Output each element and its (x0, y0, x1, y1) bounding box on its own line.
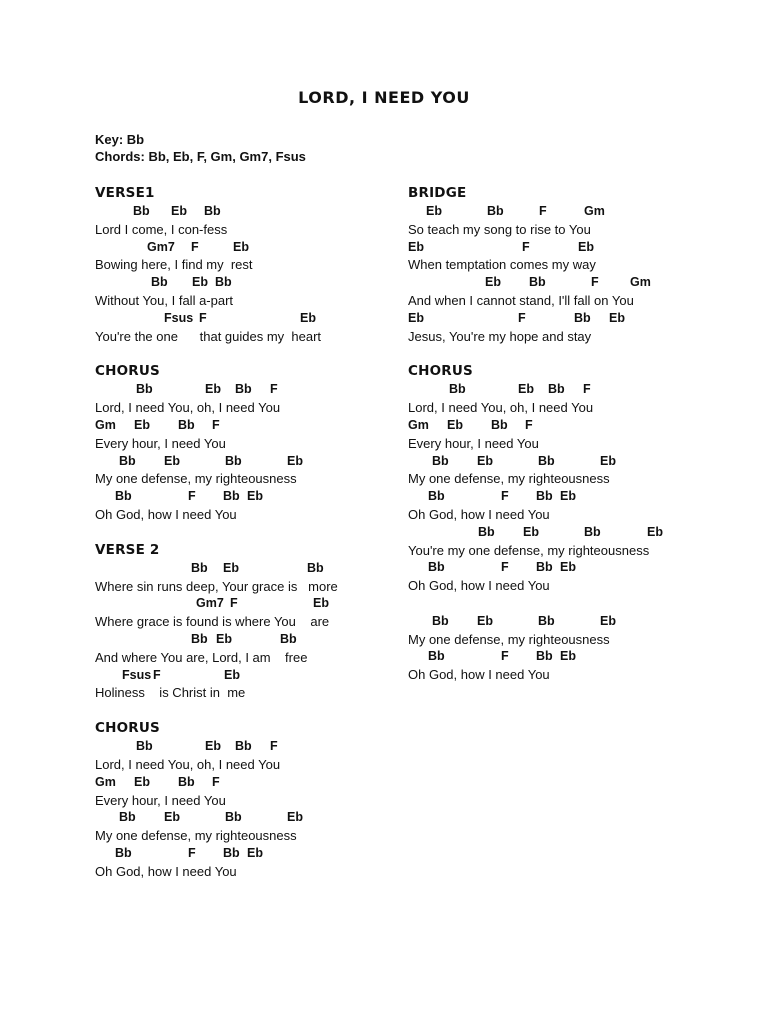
chord-symbol: F (501, 560, 509, 575)
lyric-line (95, 613, 395, 631)
chord-symbol: Gm (95, 774, 116, 789)
lyric-line (95, 256, 395, 274)
section-heading: CHORUS (95, 363, 160, 380)
lyric-text: So teach my song to rise to You (408, 221, 591, 237)
lyric-line (95, 435, 395, 453)
song-section (95, 183, 395, 345)
chord-symbol: Bb (536, 560, 553, 575)
chord-symbol: Bb (115, 845, 132, 860)
chord-symbol: Bb (204, 204, 221, 218)
chord-symbol: F (501, 649, 509, 664)
lyric-text: My one defense, my righteousness (408, 631, 610, 647)
lyric-text: Oh God, how I need You (95, 863, 237, 879)
lyric-line (95, 649, 395, 667)
chord-symbol: Eb (560, 560, 576, 575)
chord-symbol: Eb (216, 631, 232, 646)
song-section (95, 540, 395, 702)
song-section (95, 718, 395, 880)
chord-symbol: Gm (95, 417, 116, 432)
chord-symbol: Bb (223, 845, 240, 860)
lyric-line (408, 221, 708, 239)
chord-symbol: Eb (134, 774, 150, 789)
chord-line (95, 203, 395, 221)
lyric-text: Oh God, how I need You (408, 506, 550, 522)
chord-symbol: Eb (313, 596, 329, 611)
lyric-line (408, 506, 708, 524)
chord-symbol: Bb (574, 310, 591, 325)
section-heading: VERSE1 (95, 185, 155, 201)
chord-symbol: F (230, 596, 238, 611)
chord-line (95, 774, 395, 792)
chord-symbol: Bb (491, 417, 508, 432)
chord-symbol: Bb (191, 631, 208, 646)
chord-symbol: Bb (178, 774, 195, 789)
chord-line (95, 239, 395, 257)
chord-line (408, 524, 708, 542)
chord-symbol: Eb (300, 310, 316, 325)
chord-symbol: Bb (136, 739, 153, 754)
chord-symbol: Bb (115, 489, 132, 504)
chord-symbol: Bb (225, 810, 242, 825)
chord-symbol: Gm (408, 417, 429, 432)
lyric-line (95, 399, 395, 417)
chord-symbol: Eb (247, 489, 263, 504)
chord-line (95, 560, 395, 578)
lyric-text: And when I cannot stand, I'll fall on You (408, 292, 634, 308)
chord-symbol: F (191, 239, 199, 254)
chord-symbol: Eb (647, 524, 663, 539)
chord-symbol: Bb (235, 739, 252, 754)
lyric-text: My one defense, my righteousness (408, 471, 610, 487)
lyric-line (408, 399, 708, 417)
chord-symbol: Bb (432, 453, 449, 468)
chord-symbol: Eb (171, 204, 187, 218)
chord-symbol: Bb (584, 524, 601, 539)
chord-line (408, 239, 708, 257)
chord-symbol: Bb (538, 453, 555, 468)
chord-symbol: F (501, 489, 509, 504)
chord-symbol: Eb (600, 453, 616, 468)
chord-symbol: Bb (428, 489, 445, 504)
chord-symbol: Bb (536, 649, 553, 664)
chord-line (95, 667, 395, 685)
lyric-line (95, 470, 395, 488)
chord-symbol: Eb (287, 453, 303, 468)
chord-symbol: Eb (447, 417, 463, 432)
lyric-line (95, 328, 395, 346)
chord-symbol: Bb (136, 382, 153, 397)
chord-symbol: Bb (548, 382, 565, 397)
lyric-text: Bowing here, I find my rest (95, 257, 253, 273)
section-heading: CHORUS (95, 720, 160, 737)
chord-symbol: F (212, 417, 220, 432)
chord-symbol: Bb (478, 524, 495, 539)
lyric-line (95, 684, 395, 702)
lyric-text: Lord, I need You, oh, I need You (408, 400, 594, 416)
chord-symbol: Eb (192, 275, 208, 290)
lyric-line (95, 578, 395, 596)
chord-symbol: Bb (235, 382, 252, 397)
chord-line (95, 631, 395, 649)
chord-line (408, 203, 708, 221)
chord-symbol: Fsus (164, 310, 194, 325)
chord-symbol: F (518, 310, 526, 325)
lyric-text: Holiness is Christ in me (95, 685, 246, 701)
chord-symbol: Eb (247, 845, 263, 860)
left-column (95, 183, 395, 881)
chord-symbol: Bb (529, 275, 546, 290)
song-title: LORD, I NEED YOU (298, 88, 470, 107)
chord-symbol: F (270, 382, 278, 397)
lyric-line (95, 221, 395, 239)
chord-symbol: F (591, 275, 599, 290)
chord-symbol: Eb (223, 560, 239, 575)
chord-line (95, 738, 395, 756)
lyric-line (408, 577, 708, 595)
chord-symbol: Eb (578, 239, 594, 254)
chord-line (408, 417, 708, 435)
lyric-line (408, 328, 708, 346)
lyric-line (408, 631, 708, 649)
chord-symbol: Eb (485, 275, 501, 290)
lyric-text: My one defense, my righteousness (95, 471, 297, 487)
lyric-line (408, 292, 708, 310)
blank-line (408, 595, 708, 613)
chord-symbol: Eb (426, 204, 442, 218)
chord-line (408, 310, 708, 328)
chord-symbol: Eb (609, 310, 625, 325)
chord-symbol: Bb (487, 204, 504, 218)
lyric-text: When temptation comes my way (408, 257, 596, 273)
chord-symbol: Bb (428, 560, 445, 575)
chord-symbol: F (153, 667, 161, 682)
chord-symbol: Gm7 (147, 239, 175, 254)
lyric-text: Every hour, I need You (408, 435, 539, 451)
lyric-line (408, 256, 708, 274)
chord-symbol: Bb (538, 613, 555, 628)
lyric-text: Without You, I fall a-part (95, 292, 234, 308)
song-section (408, 361, 708, 684)
chord-symbol: Bb (119, 453, 136, 468)
lyric-text: Oh God, how I need You (408, 667, 550, 683)
chord-symbol: Eb (164, 810, 180, 825)
chord-line (408, 648, 708, 666)
chord-symbol: F (270, 739, 278, 754)
chord-symbol: Eb (224, 667, 240, 682)
chord-symbol: Eb (205, 739, 221, 754)
lyric-line (408, 542, 708, 560)
section-heading: VERSE 2 (95, 541, 160, 558)
chord-symbol: Bb (223, 489, 240, 504)
chord-symbol: F (539, 204, 547, 218)
chord-symbol: Eb (518, 382, 534, 397)
chord-line (408, 274, 708, 292)
lyric-text: You're my one defense, my righteousness (408, 542, 650, 558)
chord-symbol: Bb (536, 489, 553, 504)
chord-symbol: Bb (307, 560, 324, 575)
lyric-text: Every hour, I need You (95, 435, 226, 451)
chord-symbol: F (525, 417, 533, 432)
lyric-text: You're the one that guides my heart (95, 328, 322, 344)
chord-line (95, 310, 395, 328)
chord-line (408, 488, 708, 506)
chord-symbol: Gm7 (196, 596, 224, 611)
chord-symbol: Eb (287, 810, 303, 825)
chord-symbol: Bb (191, 560, 208, 575)
chord-symbol: Eb (477, 613, 493, 628)
chord-symbol: Gm (584, 204, 605, 218)
chord-symbol: Bb (428, 649, 445, 664)
chord-symbol: F (199, 310, 207, 325)
lyric-text: Where grace is found is where You are (95, 614, 330, 630)
chord-symbol: Eb (408, 239, 424, 254)
chord-line (95, 453, 395, 471)
chord-line (95, 488, 395, 506)
chord-symbol: Eb (134, 417, 150, 432)
lyric-line (95, 756, 395, 774)
chord-symbol: Eb (523, 524, 539, 539)
chord-symbol: Gm (630, 275, 651, 290)
lyric-text: My one defense, my righteousness (95, 828, 297, 844)
lyric-text: Every hour, I need You (95, 792, 226, 808)
chord-line (95, 381, 395, 399)
chord-symbol: Eb (600, 613, 616, 628)
chord-line (408, 613, 708, 631)
chord-symbol: Eb (408, 310, 424, 325)
lyric-line (408, 435, 708, 453)
song-section (408, 183, 708, 345)
lyric-line (408, 666, 708, 684)
lyric-text: Oh God, how I need You (95, 506, 237, 522)
chord-symbol: F (522, 239, 530, 254)
chord-line (408, 559, 708, 577)
lyric-line (408, 470, 708, 488)
lyric-line (95, 792, 395, 810)
chord-symbol: Eb (477, 453, 493, 468)
chord-symbol: Bb (133, 204, 150, 218)
chord-symbol: Bb (449, 382, 466, 397)
chord-symbol: Eb (560, 489, 576, 504)
chord-symbol: Bb (225, 453, 242, 468)
chord-line (95, 809, 395, 827)
lyric-line (95, 827, 395, 845)
song-chords-list: Chords: Bb, Eb, F, Gm, Gm7, Fsus (95, 149, 306, 164)
chord-symbol: Bb (432, 613, 449, 628)
chord-symbol: F (188, 845, 196, 860)
chord-symbol: Bb (151, 275, 168, 290)
chord-line (408, 453, 708, 471)
lyric-text: Lord, I need You, oh, I need You (95, 756, 281, 772)
chord-line (408, 381, 708, 399)
lyric-line (95, 506, 395, 524)
chord-line (95, 845, 395, 863)
chord-line (95, 417, 395, 435)
lyric-text: Jesus, You're my hope and stay (408, 328, 592, 344)
lyric-line (95, 863, 395, 881)
chord-line (95, 595, 395, 613)
lyric-text: Lord I come, I con-fess (95, 221, 228, 237)
chord-symbol: Bb (215, 275, 232, 290)
chord-symbol: Eb (233, 239, 249, 254)
chord-symbol: F (583, 382, 591, 397)
chord-symbol: Bb (178, 417, 195, 432)
chord-line (95, 274, 395, 292)
lyric-text: Lord, I need You, oh, I need You (95, 400, 281, 416)
chord-symbol: Eb (560, 649, 576, 664)
chord-symbol: F (188, 489, 196, 504)
lyric-text: Where sin runs deep, Your grace is more (95, 578, 338, 594)
song-section (95, 361, 395, 523)
chord-symbol: Bb (280, 631, 297, 646)
chord-symbol: Bb (119, 810, 136, 825)
chord-symbol: Fsus (122, 667, 152, 682)
section-heading: BRIDGE (408, 185, 467, 201)
lyric-text: Oh God, how I need You (408, 578, 550, 594)
chord-symbol: F (212, 774, 220, 789)
chord-symbol: Eb (205, 382, 221, 397)
song-key: Key: Bb (95, 132, 145, 147)
lyric-text: And where You are, Lord, I am free (95, 649, 308, 665)
chord-symbol: Eb (164, 453, 180, 468)
right-column (408, 183, 708, 684)
section-heading: CHORUS (408, 363, 473, 380)
lyric-line (95, 292, 395, 310)
